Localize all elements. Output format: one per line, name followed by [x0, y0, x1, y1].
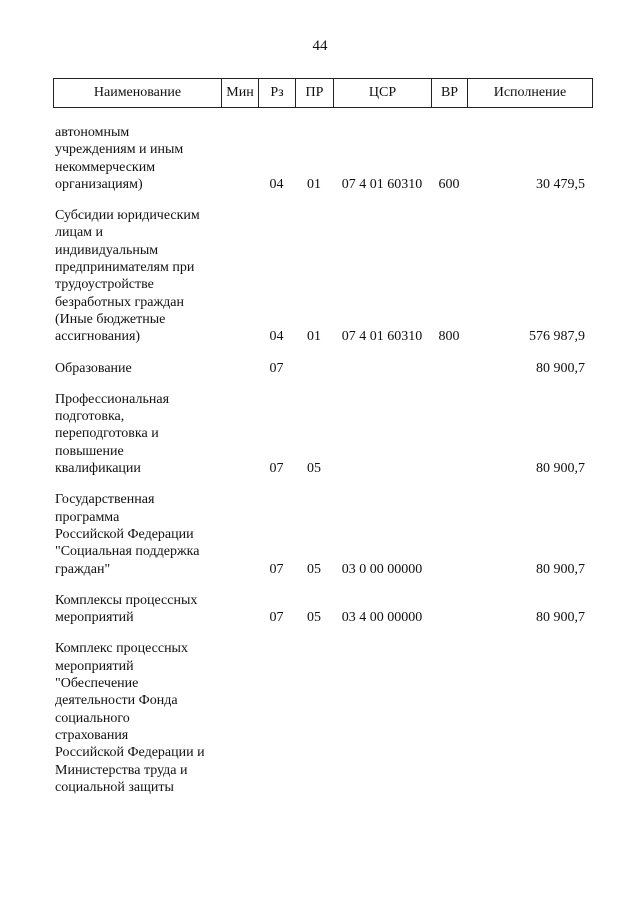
- row-name: Субсидии юридическим лицам и индивидуальным предпринимателям при трудоустройстве безработных граждан (Иные бюджетные ассигнования): [55, 208, 200, 345]
- table-body: [53, 124, 593, 810]
- table-row: [53, 124, 593, 193]
- table-row: [53, 391, 593, 477]
- table-row: [53, 491, 593, 577]
- row-pr: 05: [307, 610, 321, 626]
- column-header-csr: ЦСР: [334, 79, 432, 107]
- row-name: Государственная программа Российской Федерации "Социальная поддержка граждан": [55, 492, 200, 577]
- table-row: [53, 640, 593, 796]
- row-pr: 01: [307, 329, 321, 345]
- row-csr: 03 0 00 00000: [341, 561, 423, 577]
- row-name: Профессиональная подготовка, переподготовка и повышение квалификации: [55, 391, 170, 477]
- column-header-name: Наименование: [54, 79, 222, 107]
- column-header-min: Мин: [222, 79, 259, 107]
- table-row: [53, 207, 593, 345]
- row-pr: 01: [307, 176, 321, 192]
- row-exec: 80 900,7: [536, 610, 585, 626]
- row-csr: 07 4 01 60310: [341, 176, 423, 192]
- table-header: [53, 78, 593, 108]
- row-exec: 30 479,5: [536, 176, 585, 192]
- column-header-pr: ПР: [296, 79, 334, 107]
- table-row: [53, 360, 593, 377]
- row-name: Комплекс процессных мероприятий "Обеспечение деятельности Фонда социального страхования Российской Федерации и Министерства труда и социальной защиты: [55, 641, 205, 795]
- row-rz: 07: [269, 461, 284, 477]
- row-vr: 600: [438, 176, 460, 192]
- row-rz: 04: [269, 329, 284, 345]
- row-exec: 80 900,7: [536, 461, 585, 477]
- page-number: 44: [312, 38, 328, 54]
- row-rz: 04: [269, 176, 284, 192]
- row-rz: 07: [269, 610, 284, 626]
- row-pr: 05: [307, 561, 321, 577]
- row-exec: 80 900,7: [536, 360, 585, 376]
- row-rz: 07: [269, 561, 284, 577]
- table-row: [53, 592, 593, 627]
- row-exec: 80 900,7: [536, 561, 585, 577]
- row-rz: 07: [269, 360, 284, 376]
- row-name: Комплексы процессных мероприятий: [55, 592, 198, 626]
- row-exec: 576 987,9: [529, 329, 585, 345]
- column-header-vr: ВР: [432, 79, 468, 107]
- column-header-exec: Исполнение: [493, 85, 567, 100]
- row-name: Образование: [55, 360, 132, 376]
- row-name: автономным учреждениям и иным некоммерческим организациям): [55, 125, 184, 192]
- row-csr: 03 4 00 00000: [341, 610, 423, 626]
- row-pr: 05: [307, 461, 321, 477]
- row-csr: 07 4 01 60310: [341, 329, 423, 345]
- column-header-rz: Рз: [259, 79, 296, 107]
- row-vr: 800: [438, 329, 460, 345]
